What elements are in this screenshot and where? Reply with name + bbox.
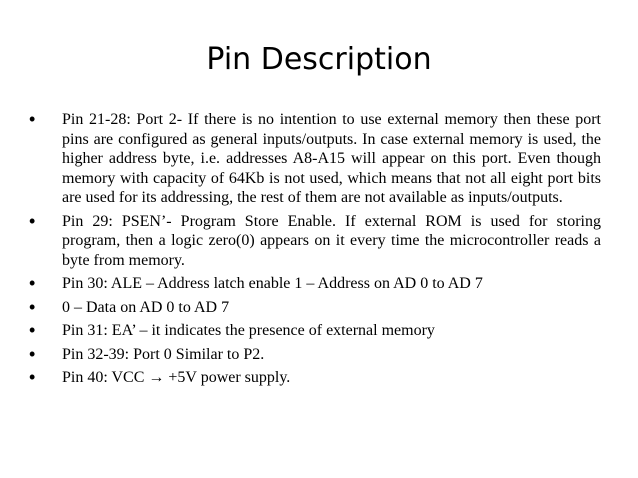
bullet-text: 0 – Data on AD 0 to AD 7 [62, 298, 230, 316]
bullet-dot-icon: • [29, 273, 36, 293]
bullet-item [29, 298, 601, 318]
bullet-text: Pin 40: VCC → +5V power supply. [62, 369, 291, 386]
bullet-dot-icon: • [29, 320, 36, 340]
bullet-item [29, 212, 601, 271]
bullet-item [29, 274, 601, 294]
bullet-text: Pin 31: EA’ – it indicates the presence of external memory [62, 322, 435, 339]
slide-title: Pin Description [206, 42, 432, 77]
bullet-text: Pin 30: ALE – Address latch enable 1 – Address on AD 0 to AD 7 [62, 275, 483, 292]
bullet-item [29, 368, 601, 388]
bullet-dot-icon: • [29, 210, 36, 231]
bullet-dot-icon: • [29, 109, 36, 129]
bullet-dot-icon: • [29, 296, 36, 317]
bullet-text: Pin 21-28: Port 2- If there is no intention to use external memory then these port pins are configured as general inputs/outputs. In case external memory is used, the higher address byte, i.e. addresses A8-A15 will appear on this port. Even though memory with capacity of 64Kb is not used, which means that not all eight port bits are used for its addressing, the rest of them are not available as inputs/outputs. [62, 111, 601, 206]
bullet-item [29, 345, 601, 365]
bullet-text: Pin 29: PSEN’- Program Store Enable. If external ROM is used for storing program, then a logic zero(0) appears on it every time the microcontroller reads a byte from memory. [62, 212, 601, 269]
bullet-list [29, 110, 601, 392]
bullet-dot-icon: • [29, 343, 36, 364]
bullet-dot-icon: • [29, 367, 36, 387]
bullet-item [29, 110, 601, 208]
bullet-item [29, 321, 601, 341]
bullet-text: Pin 32-39: Port 0 Similar to P2. [62, 345, 265, 363]
